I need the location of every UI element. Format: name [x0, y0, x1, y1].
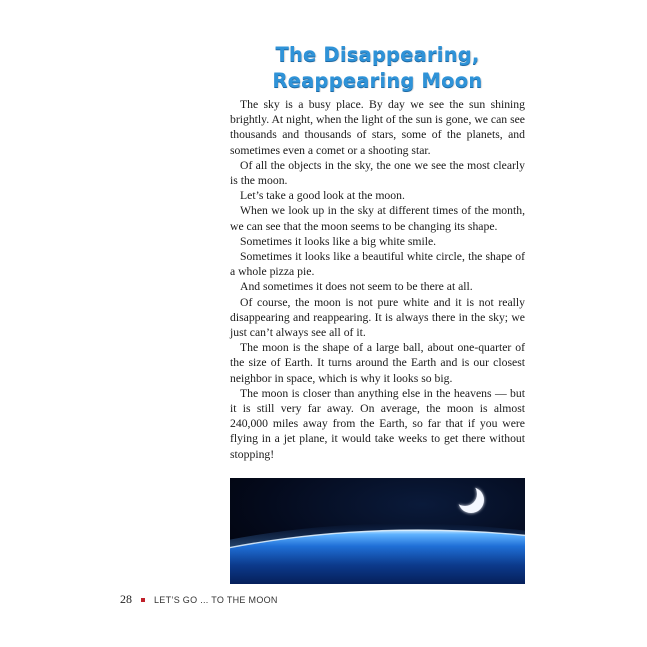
page-footer	[120, 592, 278, 607]
paragraph: The sky is a busy place. By day we see the sun shining brightly. At night, when the light of the sun is gone, we can see thousands and thousands of stars, some of the planets, and sometimes even a comet or a shooting star.	[230, 98, 525, 157]
paragraph: When we look up in the sky at different times of the month, we can see that the moon seems to be changing its shape.	[230, 204, 525, 233]
running-head: LET’S GO ... TO THE MOON	[154, 594, 278, 605]
article-title	[230, 42, 525, 94]
paragraph: Sometimes it looks like a big white smile.	[240, 234, 437, 248]
article-body	[230, 97, 525, 462]
paragraph: Of course, the moon is not pure white and it is not really disappearing and reappearing. It is always there in the sky; we just can’t always see all of it.	[230, 295, 525, 340]
moon-over-earth-photo	[230, 478, 525, 584]
moon-over-earth-illustration	[230, 478, 525, 584]
page-number: 28	[120, 592, 132, 606]
red-square-bullet-icon	[141, 598, 145, 602]
paragraph: The moon is the shape of a large ball, about one-quarter of the size of Earth. It turns around the Earth and is our closest neighbor in space, which is why it looks so big.	[230, 341, 525, 385]
paragraph: Let’s take a good look at the moon.	[240, 189, 405, 203]
title-line-2: Reappearing Moon	[272, 69, 483, 92]
paragraph: The moon is closer than anything else in the heavens — but it is still very far away. On average, the moon is almost 240,000 miles away from the Earth, so far that if you were flying in a jet plane, it would take weeks to get there without stopping!	[230, 386, 525, 461]
paragraph: Of all the objects in the sky, the one we see the most clearly is the moon.	[230, 158, 525, 188]
title-line-1: The Disappearing,	[275, 43, 480, 66]
paragraph: And sometimes it does not seem to be there at all.	[240, 280, 473, 294]
paragraph: Sometimes it looks like a beautiful white circle, the shape of a whole pizza pie.	[230, 250, 525, 279]
crescent-moon-icon	[450, 478, 490, 518]
